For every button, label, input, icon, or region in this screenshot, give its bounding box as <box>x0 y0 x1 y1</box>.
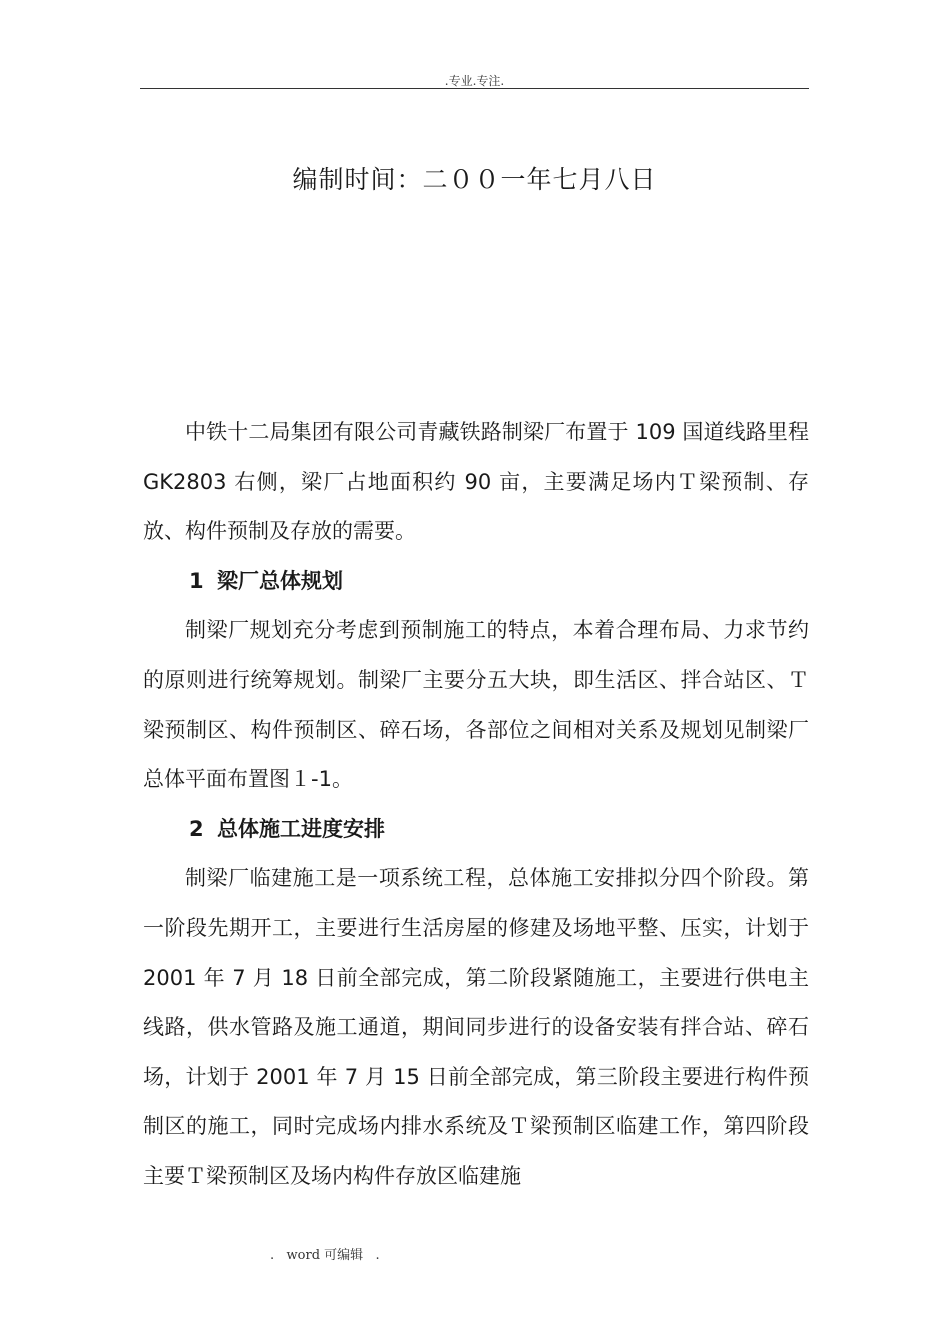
section-number: 1 <box>189 568 204 593</box>
compile-date-line: 编制时间：二００一年七月八日 <box>292 165 657 194</box>
section-heading-1 <box>143 557 809 607</box>
page-header: .专业.专注. <box>444 74 505 88</box>
section-title: 总体施工进度安排 <box>217 816 385 841</box>
section-title: 梁厂总体规划 <box>217 568 343 593</box>
section-heading-2 <box>143 805 809 855</box>
intro-paragraph: 中铁十二局集团有限公司青藏铁路制梁厂布置于 109 国道线路里程 GK2803 右侧，梁厂占地面积约 90 亩，主要满足场内Ｔ梁预制、存放、构件预制及存放的需要。 <box>143 420 809 544</box>
schedule-paragraph: 制梁厂临建施工是一项系统工程，总体施工安排拟分四个阶段。第一阶段先期开工，主要进行生活房屋的修建及场地平整、压实，计划于 2001 年 7 月 18 日前全部完成，第二阶段紧随施工，主要进行供电主线路，供水管路及施工通道，期间同步进行的设备安装有拌合站、碎石场，计划于 2001 年 7 月 15 日前全部完成，第三阶段主要进行构件预制区的施工，同时完成场内排水系统及Ｔ梁预制区临建工作，第四阶段主要Ｔ梁预制区及场内构件存放区临建施 <box>143 866 809 1188</box>
page-footer: . word 可编辑 . <box>270 1248 380 1263</box>
document-body <box>143 408 809 1202</box>
section-number: 2 <box>189 816 204 841</box>
planning-paragraph: 制梁厂规划充分考虑到预制施工的特点，本着合理布局、力求节约的原则进行统筹规划。制梁厂主要分五大块，即生活区、拌合站区、Ｔ梁预制区、构件预制区、碎石场，各部位之间相对关系及规划见制梁厂总体平面布置图１-1。 <box>143 618 809 792</box>
header-divider <box>140 88 809 89</box>
